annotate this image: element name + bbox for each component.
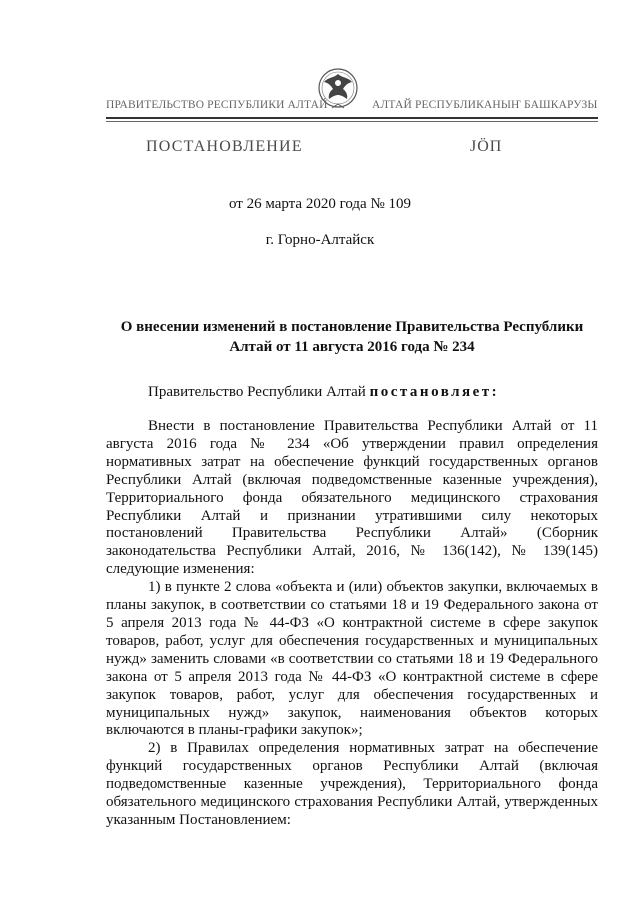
org-name-altai: АЛТАЙ РЕСПУБЛИКАНЫҤ БАШКАРУЗЫ [372,99,598,111]
paragraph-intro: Внести в постановление Правительства Республики Алтай от 11 августа 2016 года № 234 «Об утверждении правил определения нормативных затрат на обеспечение функций государственных органов Республики Алтай (включая подведомственные казенные учреждения), Территориального фонда обязательного медицинского страхования Республики Алтай и признании утратившими силу некоторых постановлений Правительства Республики Алтай» (Сборник законодательства Республики Алтай, 2016, № 136(142), № 139(145) следующие изменения: [106,418,598,578]
city-line: г. Горно-Алтайск [265,232,375,248]
title-line: Алтай от 11 августа 2016 года № 234 [229,339,475,355]
document-body [106,418,598,830]
doc-type-russian: ПОСТАНОВЛЕНИЕ [146,138,303,155]
header-divider [106,117,598,119]
document-title [106,317,598,357]
header-divider-thin [106,121,598,122]
paragraph-item-1: 1) в пункте 2 слова «объекта и (или) объектов закупки, включаемых в планы закупок, в соответствии со статьями 18 и 19 Федерального закона от 5 апреля 2013 года № 44-ФЗ «О контрактной системе в сфере закупок товаров, работ, услуг для обеспечения государственных и муниципальных нужд» заменить словами «в соответствии со статьями 18 и 19 Федерального закона от 5 апреля 2013 года № 44-ФЗ «О контрактной системе в сфере закупок товаров, работ, услуг для обеспечения государственных и муниципальных нужд» закупок, наименования объектов которых включаются в планы-графики закупок»; [106,579,598,739]
resolves-emphasis: постановляет: [369,384,500,400]
title-line: О внесении изменений в постановление Правительства Республики [120,319,584,335]
date-line: от 26 марта 2020 года № 109 [228,196,412,212]
org-name-russian: ПРАВИТЕЛЬСТВО РЕСПУБЛИКИ АЛТАЙ [106,99,328,111]
resolves-line [148,384,499,401]
paragraph-item-2: 2) в Правилах определения нормативных затрат на обеспечение функций государственных органов Республики Алтай (включая подведомственные казенные учреждения), Территориального фонда обязательного медицинского страхования Республики Алтай, утвержденных указанным Постановлением: [106,740,598,828]
doc-type-altai: ЈӦП [470,138,503,155]
resolves-text: Правительство Республики Алтай [148,384,370,400]
